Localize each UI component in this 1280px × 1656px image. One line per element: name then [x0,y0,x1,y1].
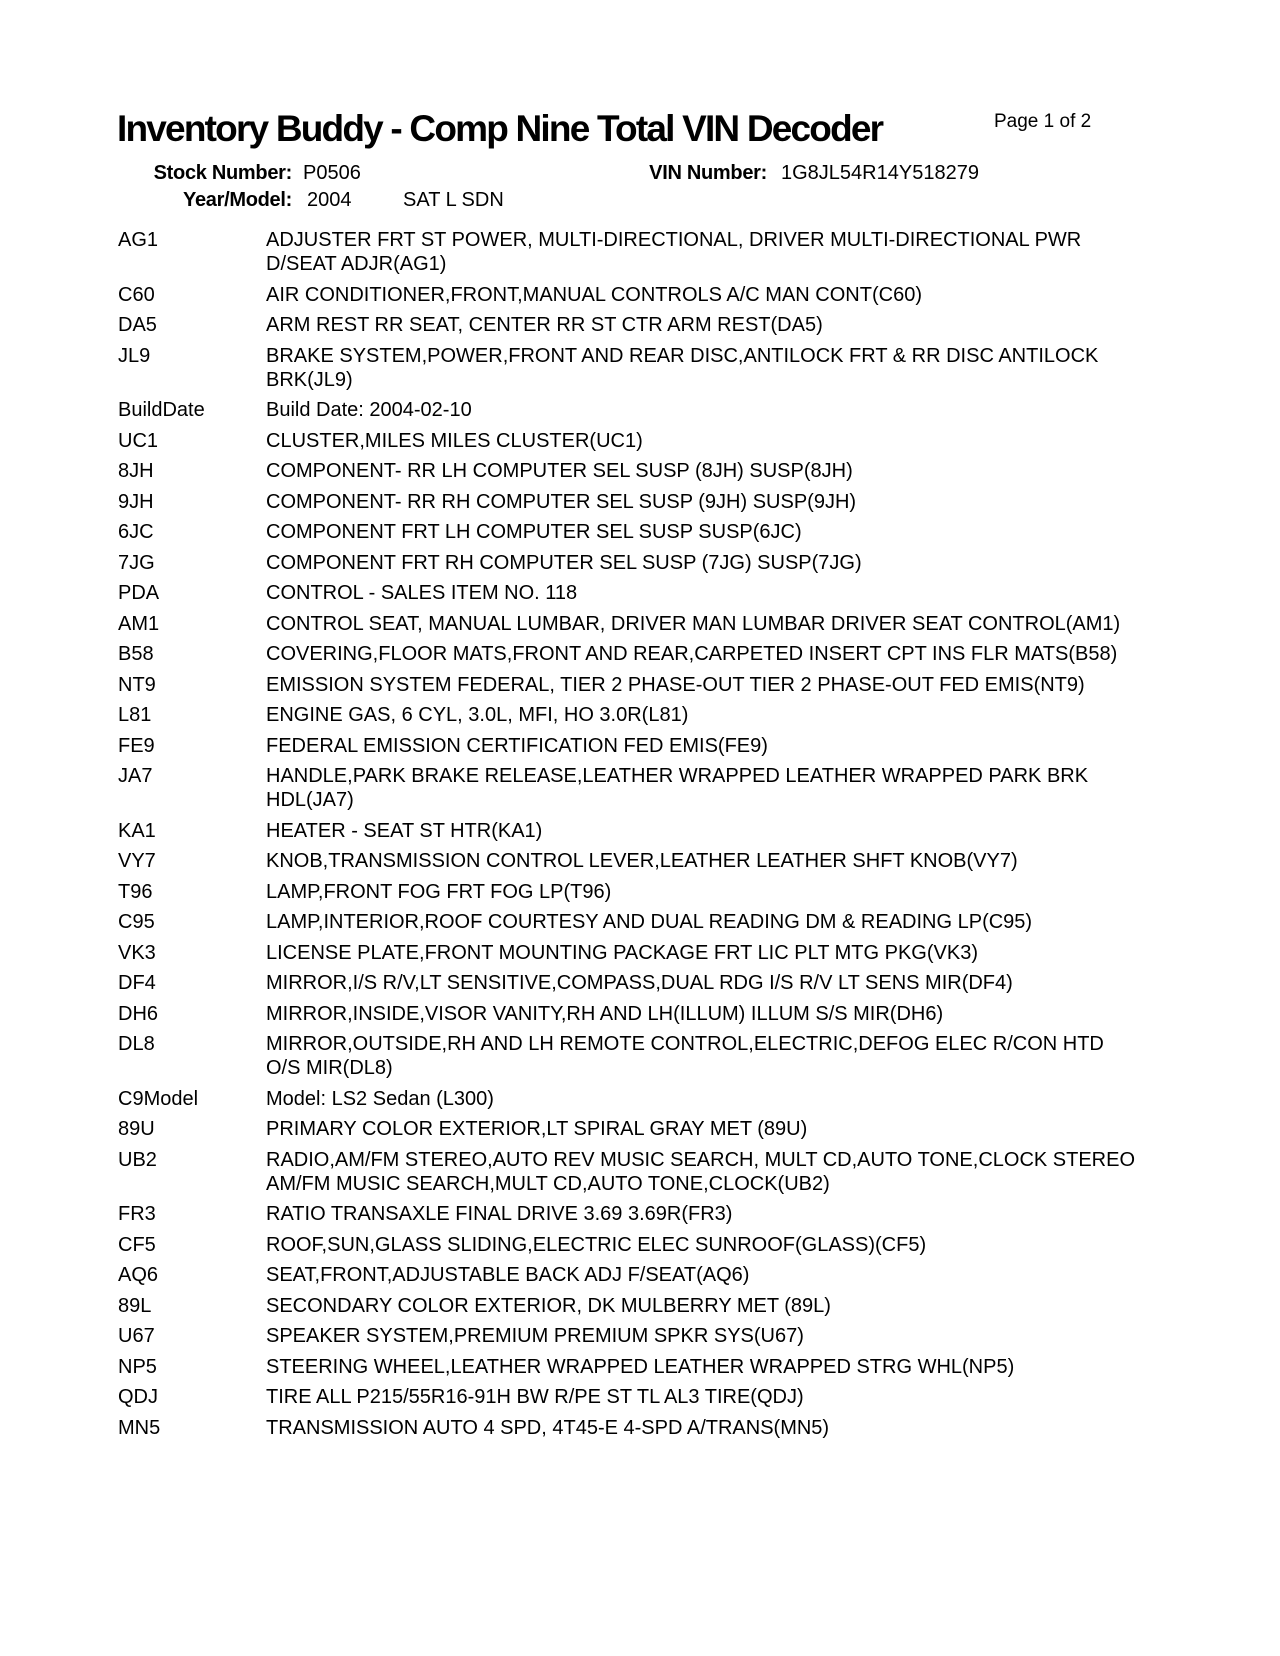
option-description: Model: LS2 Sedan (L300) [266,1087,494,1110]
option-description: COMPONENT FRT LH COMPUTER SEL SUSP SUSP(6JC) [266,521,802,543]
model-code-value: SAT L SDN [403,189,504,211]
option-description: HANDLE,PARK BRAKE RELEASE,LEATHER WRAPPED LEATHER WRAPPED PARK BRK HDL(JA7) [266,765,1089,811]
option-row [118,880,1148,904]
option-code: JA7 [118,765,153,787]
option-description: ROOF,SUN,GLASS SLIDING,ELECTRIC ELEC SUNROOF(GLASS)(CF5) [266,1233,927,1256]
option-row [118,764,1148,812]
option-description: MIRROR,OUTSIDE,RH AND LH REMOTE CONTROL,ELECTRIC,DEFOG ELEC R/CON HTD O/S MIR(DL8) [266,1033,1104,1079]
option-row [118,849,1148,873]
option-row [118,313,1148,337]
option-code: 6JC [118,521,154,543]
option-row [118,703,1148,727]
option-description: RATIO TRANSAXLE FINAL DRIVE 3.69 3.69R(FR3) [266,1203,733,1225]
option-description: COVERING,FLOOR MATS,FRONT AND REAR,CARPETED INSERT CPT INS FLR MATS(B58) [266,643,1118,665]
option-description: MIRROR,INSIDE,VISOR VANITY,RH AND LH(ILLUM) ILLUM S/S MIR(DH6) [266,1002,944,1025]
option-description: HEATER - SEAT ST HTR(KA1) [266,819,543,842]
option-code: 89L [118,1294,152,1317]
option-row [118,490,1148,514]
option-code: L81 [118,704,152,726]
option-row [118,1233,1148,1257]
option-code: MN5 [118,1416,161,1439]
option-row [118,344,1148,392]
option-row [118,819,1148,843]
option-description: SPEAKER SYSTEM,PREMIUM PREMIUM SPKR SYS(U67) [266,1325,804,1347]
option-code: DF4 [118,972,156,994]
option-code: C60 [118,283,155,306]
option-code: JL9 [118,344,151,367]
option-code: AG1 [118,229,159,251]
option-row [118,1355,1148,1379]
vin-number-value: 1G8JL54R14Y518279 [781,162,979,184]
option-description: ARM REST RR SEAT, CENTER RR ST CTR ARM REST(DA5) [266,314,823,336]
option-code: FR3 [118,1203,156,1225]
option-row [118,612,1148,636]
option-description: CONTROL - SALES ITEM NO. 118 [266,582,578,604]
option-code: U67 [118,1325,155,1347]
option-description: LAMP,FRONT FOG FRT FOG LP(T96) [266,880,612,903]
option-row [118,1416,1148,1440]
vin-number-label: VIN Number: [649,162,767,184]
option-description: COMPONENT FRT RH COMPUTER SEL SUSP (7JG) SUSP(7JG) [266,551,862,574]
option-code: VY7 [118,850,156,872]
option-description: CONTROL SEAT, MANUAL LUMBAR, DRIVER MAN LUMBAR DRIVER SEAT CONTROL(AM1) [266,612,1121,635]
option-row [118,551,1148,575]
option-code: UC1 [118,429,159,452]
option-code: DA5 [118,314,157,336]
option-code: DL8 [118,1033,155,1055]
option-description: ADJUSTER FRT ST POWER, MULTI-DIRECTIONAL, DRIVER MULTI-DIRECTIONAL PWR D/SEAT ADJR(AG1) [266,229,1082,275]
page-title: Inventory Buddy - Comp Nine Total VIN Decoder [117,108,883,149]
option-row [118,941,1148,965]
option-code: C95 [118,911,155,933]
stock-number-value: P0506 [303,162,361,184]
option-row [118,1032,1148,1080]
option-code: VK3 [118,941,156,964]
option-description: TRANSMISSION AUTO 4 SPD, 4T45-E 4-SPD A/TRANS(MN5) [266,1416,830,1439]
option-description: COMPONENT- RR RH COMPUTER SEL SUSP (9JH) SUSP(9JH) [266,490,857,513]
options-list [118,228,1148,1446]
option-description: RADIO,AM/FM STEREO,AUTO REV MUSIC SEARCH, MULT CD,AUTO TONE,CLOCK STEREO AM/FM MUSIC SEARCH,MULT CD,AUTO TONE,CLOCK(UB2) [266,1148,1136,1195]
option-code: BuildDate [118,399,205,421]
option-row [118,642,1148,666]
option-description: TIRE ALL P215/55R16-91H BW R/PE ST TL AL3 TIRE(QDJ) [266,1386,804,1408]
option-code: T96 [118,880,153,903]
option-code: C9Model [118,1087,199,1110]
option-description: CLUSTER,MILES MILES CLUSTER(UC1) [266,429,643,452]
option-code: NT9 [118,673,156,696]
option-row [118,910,1148,934]
year-value: 2004 [307,189,352,211]
option-row [118,459,1148,483]
option-code: B58 [118,643,154,665]
option-row [118,1148,1148,1196]
option-row [118,520,1148,544]
option-description: MIRROR,I/S R/V,LT SENSITIVE,COMPASS,DUAL RDG I/S R/V LT SENS MIR(DF4) [266,972,1013,994]
option-description: Build Date: 2004-02-10 [266,399,472,421]
option-code: AQ6 [118,1264,159,1286]
option-row [118,228,1148,276]
option-code: DH6 [118,1002,159,1025]
option-row [118,1263,1148,1287]
option-code: AM1 [118,612,160,635]
option-description: ENGINE GAS, 6 CYL, 3.0L, MFI, HO 3.0R(L81) [266,704,689,726]
option-code: PDA [118,582,160,604]
option-code: 9JH [118,490,154,513]
option-code: 8JH [118,460,154,482]
option-row [118,283,1148,307]
option-row [118,1002,1148,1026]
option-row [118,1117,1148,1141]
option-row [118,581,1148,605]
option-description: KNOB,TRANSMISSION CONTROL LEVER,LEATHER LEATHER SHFT KNOB(VY7) [266,850,1018,872]
option-code: NP5 [118,1355,157,1378]
option-description: AIR CONDITIONER,FRONT,MANUAL CONTROLS A/C MAN CONT(C60) [266,283,922,306]
option-code: FE9 [118,734,155,757]
page-indicator: Page 1 of 2 [994,111,1092,132]
option-description: EMISSION SYSTEM FEDERAL, TIER 2 PHASE-OUT TIER 2 PHASE-OUT FED EMIS(NT9) [266,673,1085,696]
year-model-label: Year/Model: [183,189,292,211]
option-row [118,1202,1148,1226]
option-row [118,1385,1148,1409]
option-description: PRIMARY COLOR EXTERIOR,LT SPIRAL GRAY MET (89U) [266,1118,808,1140]
option-row [118,1087,1148,1111]
option-row [118,429,1148,453]
option-description: LAMP,INTERIOR,ROOF COURTESY AND DUAL READING DM & READING LP(C95) [266,911,1033,933]
option-code: 7JG [118,551,155,574]
option-row [118,398,1148,422]
option-row [118,971,1148,995]
option-description: BRAKE SYSTEM,POWER,FRONT AND REAR DISC,ANTILOCK FRT & RR DISC ANTILOCK BRK(JL9) [266,344,1099,391]
option-code: UB2 [118,1148,157,1171]
option-code: KA1 [118,819,156,842]
option-description: SEAT,FRONT,ADJUSTABLE BACK ADJ F/SEAT(AQ6) [266,1264,750,1286]
stock-number-label: Stock Number: [153,162,292,184]
option-code: 89U [118,1118,155,1140]
option-description: COMPONENT- RR LH COMPUTER SEL SUSP (8JH) SUSP(8JH) [266,460,853,482]
option-row [118,673,1148,697]
option-description: LICENSE PLATE,FRONT MOUNTING PACKAGE FRT LIC PLT MTG PKG(VK3) [266,941,978,964]
option-code: CF5 [118,1233,156,1256]
option-row [118,1324,1148,1348]
option-description: FEDERAL EMISSION CERTIFICATION FED EMIS(FE9) [266,734,768,757]
option-description: STEERING WHEEL,LEATHER WRAPPED LEATHER WRAPPED STRG WHL(NP5) [266,1355,1015,1378]
option-row [118,1294,1148,1318]
option-code: QDJ [118,1386,158,1408]
option-description: SECONDARY COLOR EXTERIOR, DK MULBERRY MET (89L) [266,1294,831,1317]
option-row [118,734,1148,758]
